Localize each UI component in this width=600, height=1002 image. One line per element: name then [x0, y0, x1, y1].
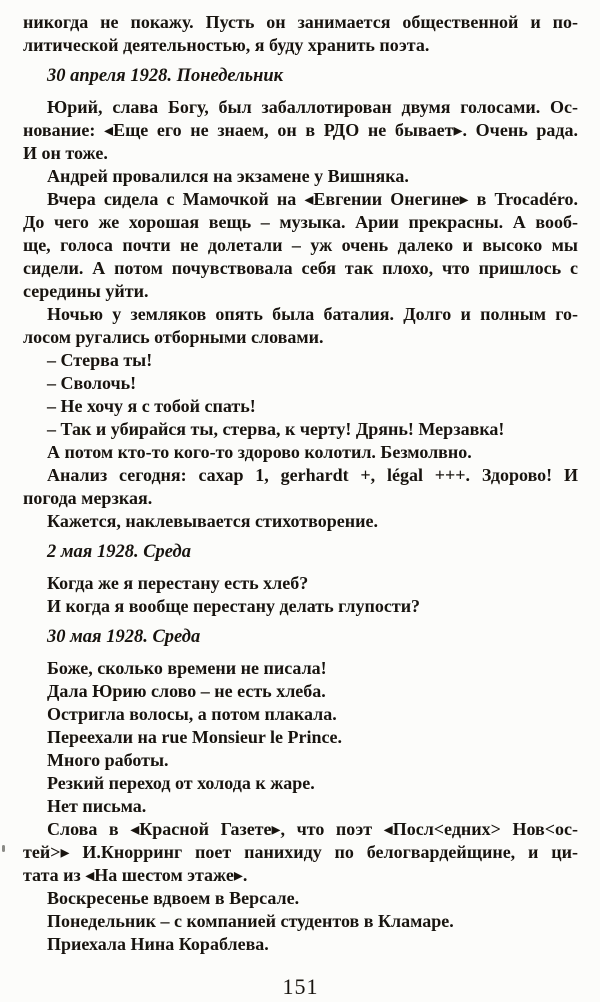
text-line: Дала Юрию слово – не есть хлеба. — [47, 681, 326, 701]
text-line: До чего же хорошая вещь – музыка. Арии прекрасны. А вооб- — [23, 212, 578, 232]
scan-artifact — [2, 845, 5, 852]
text-line: Воскресенье вдвоем в Версале. — [47, 888, 300, 908]
text-line: погода мерзкая. — [23, 488, 153, 508]
text-line: тей>▸ И.Кнорринг поет панихиду по белогвардейщине, и ци- — [23, 842, 578, 862]
text-line: Андрей провалился на экзамене у Вишняка. — [47, 166, 409, 186]
text-line: Слова в ◂Красной Газете▸, что поэт ◂Посл<едних> Нов<ос- — [47, 819, 578, 839]
diary-date-heading: 2 мая 1928. Среда — [47, 542, 191, 562]
text-line: Вчера сидела с Мамочкой на ◂Евгении Онегине▸ в Trocadéro. — [47, 189, 578, 209]
text-line: Боже, сколько времени не писала! — [47, 658, 327, 678]
text-line: Понедельник – с компанией студентов в Кламаре. — [47, 911, 454, 931]
text-line: И он тоже. — [23, 143, 108, 163]
text-line: Кажется, наклевывается стихотворение. — [47, 511, 378, 531]
text-line: литической деятельностью, я буду хранить поэта. — [23, 35, 430, 55]
text-line: Ночью у земляков опять была баталия. Долго и полным го- — [47, 304, 578, 324]
text-line: никогда не покажу. Пусть он занимается общественной и по- — [23, 12, 578, 32]
text-line: И когда я вообще перестану делать глупости? — [47, 596, 421, 616]
diary-date-heading: 30 мая 1928. Среда — [47, 627, 201, 647]
dialogue-line: – Не хочу я с тобой спать! — [47, 396, 256, 416]
text-line: сидели. А потом почувствовала себя так плохо, что пришлось с — [23, 258, 578, 278]
dialogue-line: – Стерва ты! — [47, 350, 153, 370]
text-line: Юрий, слава Богу, был забаллотирован двумя голосами. Ос- — [47, 97, 578, 117]
text-line: Нет письма. — [47, 796, 147, 816]
text-line: Переехали на rue Monsieur le Prince. — [47, 727, 343, 747]
dialogue-line: – Сволочь! — [47, 373, 137, 393]
text-line: Резкий переход от холода к жаре. — [47, 773, 315, 793]
text-line: Приехала Нина Кораблева. — [47, 934, 269, 954]
page-number: 151 — [282, 974, 319, 999]
text-line: середины уйти. — [23, 281, 149, 301]
text-line: Когда же я перестану есть хлеб? — [47, 573, 309, 593]
text-line: Много работы. — [47, 750, 169, 770]
text-line: тата из ◂На шестом этаже▸. — [23, 865, 248, 885]
text-line: А потом кто-то кого-то здорово колотил. Безмолвно. — [47, 442, 472, 462]
text-line: лосом ругались отборными словами. — [23, 327, 324, 347]
dialogue-line: – Так и убирайся ты, стерва, к черту! Дрянь! Мерзавка! — [47, 419, 505, 439]
text-line: ще, голоса почти не долетали – уж очень далеко и высоко мы — [23, 235, 578, 255]
text-line: нование: ◂Еще его не знаем, он в РДО не бывает▸. Очень рада. — [23, 120, 578, 140]
text-line: Анализ сегодня: сахар 1, gerhardt +, légal +++. Здорово! И — [47, 465, 578, 485]
diary-date-heading: 30 апреля 1928. Понедельник — [47, 66, 284, 86]
text-line: Остригла волосы, а потом плакала. — [47, 704, 337, 724]
